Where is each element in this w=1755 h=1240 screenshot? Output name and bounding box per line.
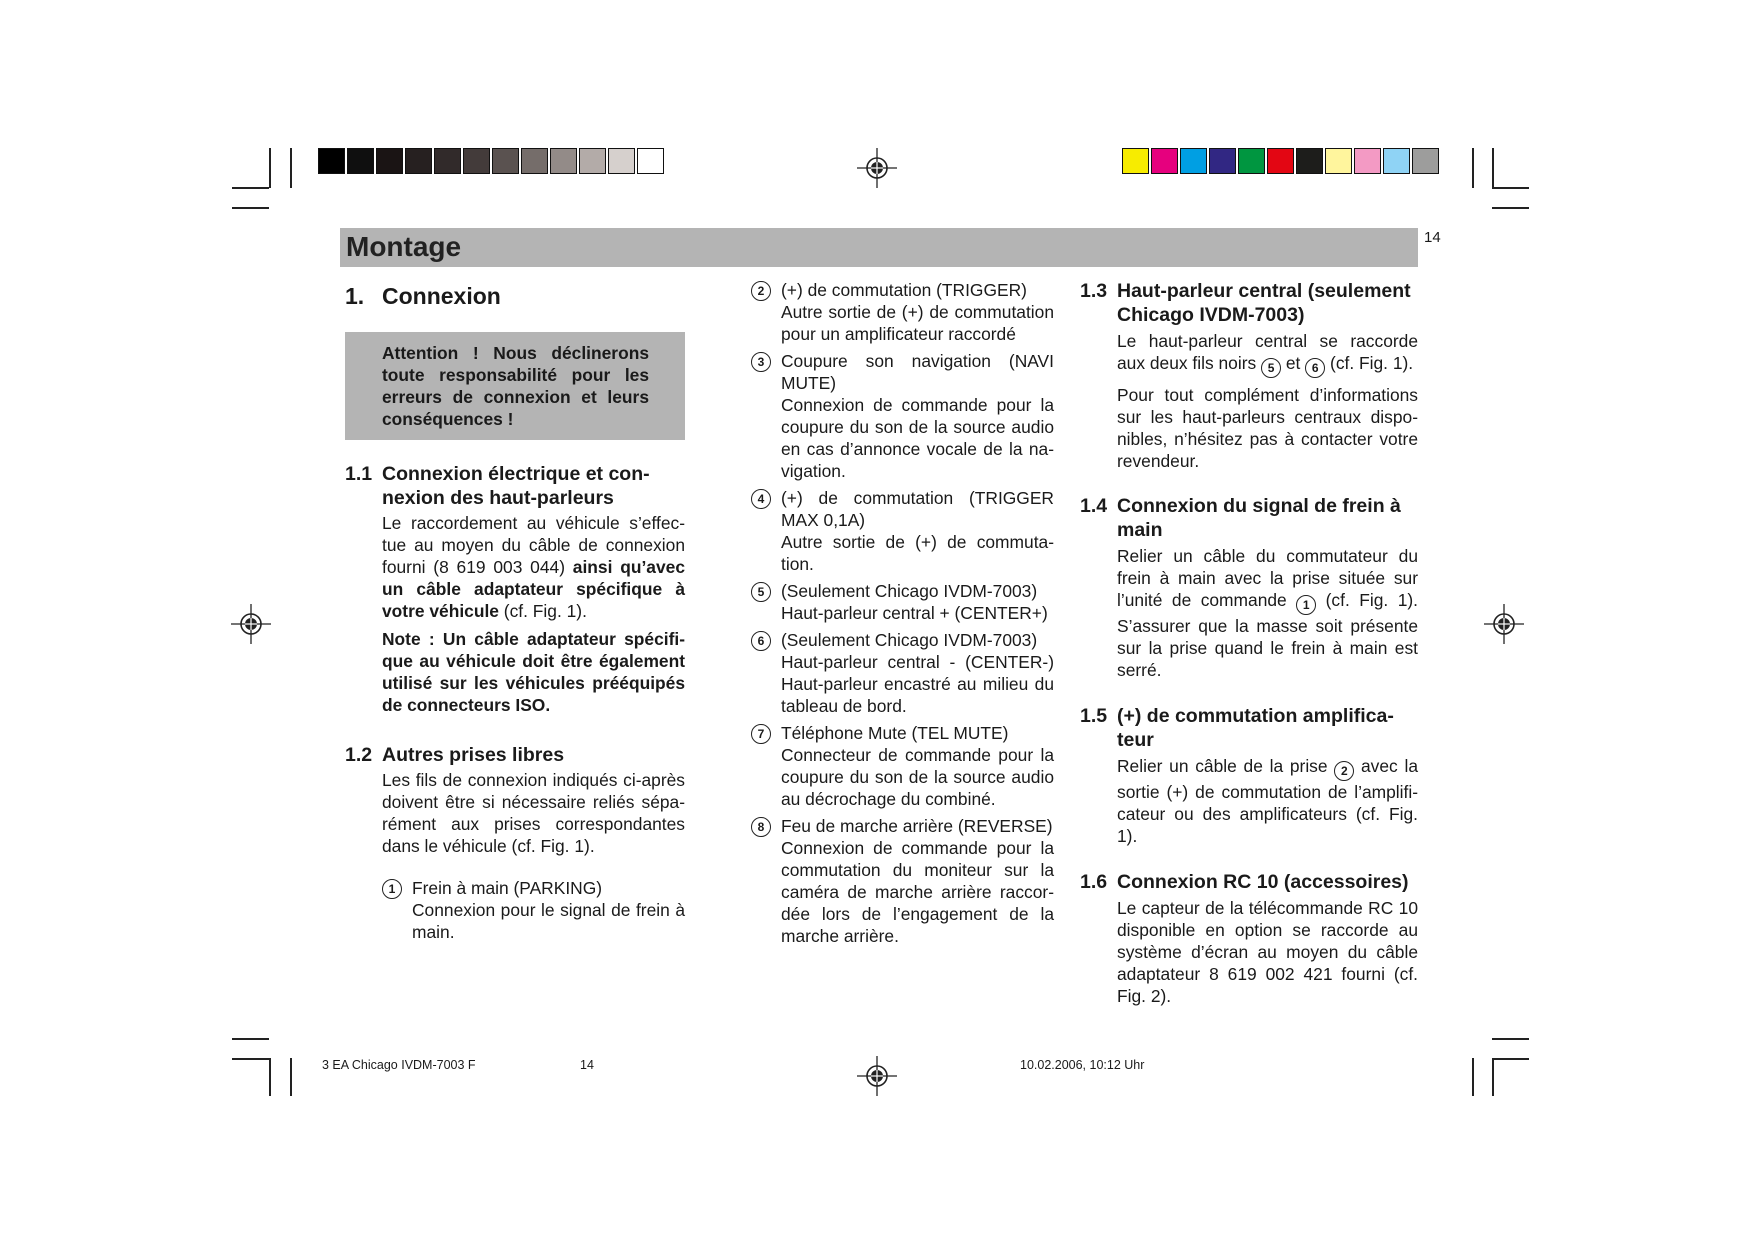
item-title: (+) de commutation (TRIGGER MAX 0,1A)	[781, 488, 1054, 530]
color-swatch	[1267, 148, 1294, 174]
paragraph	[1117, 755, 1418, 847]
item-description: Connecteur de commande pour la coupure du son de la source audio au décrochage du combiné.	[781, 745, 1054, 809]
item-title: (+) de commutation (TRIGGER)	[781, 280, 1027, 300]
section-1-1-heading	[345, 462, 685, 510]
section-title: Connexion du signal de frein à main	[1117, 495, 1401, 541]
item-description: Haut-parleur central + (CENTER+)	[781, 603, 1048, 623]
color-swatch	[1354, 148, 1381, 174]
section-1-6-body	[1117, 897, 1418, 1007]
text: (cf. Fig. 1).	[498, 601, 587, 621]
registration-target-icon	[231, 604, 271, 644]
text: Relier un câble de la prise	[1117, 756, 1335, 776]
connector-item-5	[751, 580, 1054, 624]
connector-item-2	[751, 279, 1054, 345]
section-number: 1.5	[1080, 705, 1108, 727]
color-swatch	[1180, 148, 1207, 174]
section-1-3-body	[1117, 330, 1418, 472]
footer-page-number: 14	[580, 1058, 594, 1072]
connector-item-6	[751, 629, 1054, 717]
color-swatch	[347, 148, 374, 174]
page-title: Montage	[346, 231, 462, 262]
color-swatch	[405, 148, 432, 174]
color-swatch	[550, 148, 577, 174]
section-title: (+) de commutation amplifica-teur	[1117, 705, 1394, 751]
connector-list	[382, 877, 685, 943]
color-swatch	[1412, 148, 1439, 174]
color-calibration-strip	[1122, 148, 1441, 174]
section-number: 1.1	[345, 463, 373, 485]
item-text	[781, 580, 1054, 624]
section-1-5-heading	[1080, 704, 1418, 752]
connector-item-7	[751, 722, 1054, 810]
section-number: 1.2	[345, 744, 373, 766]
paragraph: Pour tout complément d’informations sur les haut-parleurs centraux dispo-nibles, n’hésitez pas à contacter votre revendeur.	[1117, 385, 1418, 471]
color-swatch	[1325, 148, 1352, 174]
section-number: 1.6	[1080, 871, 1108, 893]
paragraph: Le capteur de la télécommande RC 10 disponible en option se raccorde au système d’écran au moyen du câble adaptateur 8 619 002 421 fourni (cf. Fig. 2).	[1117, 898, 1418, 1006]
color-swatch	[1296, 148, 1323, 174]
item-text	[781, 815, 1054, 947]
color-swatch	[579, 148, 606, 174]
item-description: Autre sortie de (+) de commutation pour un amplificateur raccordé	[781, 302, 1054, 344]
color-swatch	[521, 148, 548, 174]
circled-number-icon: 7	[751, 724, 771, 744]
section-title: Haut-parleur central (seulement Chicago IVDM-7003)	[1117, 280, 1411, 326]
color-swatch	[492, 148, 519, 174]
item-text	[781, 350, 1054, 482]
section-title: Autres prises libres	[382, 744, 565, 766]
text: et	[1281, 353, 1306, 373]
item-description: Connexion de commande pour la commutation du moniteur sur la caméra de marche arrière raccor-dée lors de l’engagement de la marche arrière.	[781, 838, 1054, 946]
column-left	[345, 278, 685, 948]
connector-item-4	[751, 487, 1054, 575]
item-text	[781, 279, 1054, 345]
section-1-4-body	[1117, 545, 1418, 681]
item-description: Connexion de commande pour la coupure du son de la source audio en cas d’annonce vocale de la na-vigation.	[781, 395, 1054, 481]
paragraph	[1117, 330, 1418, 378]
item-text	[412, 877, 685, 943]
item-title: Feu de marche arrière (REVERSE)	[781, 816, 1053, 836]
circled-number-icon: 2	[1334, 761, 1354, 781]
section-title: Connexion RC 10 (accessoires)	[1117, 871, 1409, 893]
bold-text: ainsi qu’avec un câble adaptateur spécifique à votre véhicule	[382, 557, 685, 621]
item-title: (Seulement Chicago IVDM-7003)	[781, 581, 1038, 601]
footer-timestamp: 10.02.2006, 10:12 Uhr	[1020, 1058, 1145, 1072]
color-swatch	[318, 148, 345, 174]
section-number: 1.4	[1080, 495, 1108, 517]
item-text	[781, 487, 1054, 575]
item-title: Frein à main (PARKING)	[412, 878, 603, 898]
footer-document-id: 3 EA Chicago IVDM-7003 F	[322, 1058, 476, 1072]
paragraph: Les fils de connexion indiqués ci-après doivent être si nécessaire reliés sépa-rément aux prises correspondantes dans le véhicule (cf. Fig. 1).	[382, 770, 685, 856]
item-description: Autre sortie de (+) de commuta-tion.	[781, 532, 1054, 574]
circled-number-icon: 6	[1305, 358, 1325, 378]
column-right	[1080, 279, 1418, 1007]
connector-list	[751, 279, 1054, 947]
connector-item-8	[751, 815, 1054, 947]
item-description: Haut-parleur central - (CENTER-) Haut-parleur encastré au milieu du tableau de bord.	[781, 652, 1054, 716]
color-swatch	[434, 148, 461, 174]
item-text	[781, 722, 1054, 810]
circled-number-icon: 3	[751, 352, 771, 372]
color-swatch	[608, 148, 635, 174]
column-middle	[751, 279, 1054, 952]
connector-item-1	[382, 877, 685, 943]
circled-number-icon: 5	[751, 582, 771, 602]
page-number: 14	[1424, 229, 1441, 246]
circled-number-icon: 1	[382, 879, 402, 899]
chapter-title: Connexion	[382, 283, 501, 309]
section-1-6-heading	[1080, 870, 1418, 894]
chapter-heading	[345, 282, 685, 310]
circled-number-icon: 6	[751, 631, 771, 651]
registration-target-icon	[1484, 604, 1524, 644]
text: avec la sortie (+) de commutation de l’amplifi-cateur ou des amplificateurs (cf. Fig. 1).	[1117, 756, 1419, 846]
grayscale-calibration-strip	[318, 148, 666, 174]
section-1-5-body	[1117, 755, 1418, 847]
circled-number-icon: 1	[1296, 595, 1316, 615]
registration-target-icon	[857, 1056, 897, 1096]
color-swatch	[637, 148, 664, 174]
paragraph	[382, 512, 685, 622]
item-title: (Seulement Chicago IVDM-7003)	[781, 630, 1038, 650]
color-swatch	[1238, 148, 1265, 174]
item-text	[781, 629, 1054, 717]
text: (cf. Fig. 1).	[1325, 353, 1414, 373]
color-swatch	[1209, 148, 1236, 174]
section-title: Connexion électrique et con-nexion des haut-parleurs	[382, 463, 650, 509]
item-title: Téléphone Mute (TEL MUTE)	[781, 723, 1009, 743]
attention-box: Attention ! Nous déclinerons toute responsabilité pour les erreurs de connexion et leurs conséquences !	[345, 332, 685, 440]
section-banner	[340, 228, 1418, 267]
text: (cf. Fig. 1). S’assurer que la masse soit présente sur la prise quand le frein à main est serré.	[1117, 590, 1418, 680]
section-1-2-heading	[345, 743, 685, 767]
color-swatch	[1122, 148, 1149, 174]
color-swatch	[463, 148, 490, 174]
circled-number-icon: 8	[751, 817, 771, 837]
section-1-4-heading	[1080, 494, 1418, 542]
registration-target-icon	[857, 148, 897, 188]
color-swatch	[376, 148, 403, 174]
text: Relier un câble du commutateur du frein à main avec la prise située sur l’unité de commande	[1117, 546, 1418, 610]
section-1-3-heading	[1080, 279, 1418, 327]
circled-number-icon: 4	[751, 489, 771, 509]
note-paragraph: Note : Un câble adaptateur spécifi-que au véhicule doit être également utilisé sur les véhicules prééquipés de connecteurs ISO.	[382, 629, 685, 715]
item-title: Coupure son navigation (NAVI MUTE)	[781, 351, 1054, 393]
circled-number-icon: 5	[1261, 358, 1281, 378]
item-description: Connexion pour le signal de frein à main.	[412, 900, 685, 942]
section-1-2-body	[382, 769, 685, 857]
section-1-1-body	[382, 512, 685, 716]
chapter-number: 1.	[345, 283, 365, 309]
text: Le haut-parleur central se raccorde aux deux fils noirs	[1117, 331, 1418, 373]
connector-item-3	[751, 350, 1054, 482]
paragraph	[1117, 545, 1418, 681]
text: Le raccordement au véhicule s’effec-tue au moyen du câble de connexion fourni (8 619 003 044)	[382, 513, 685, 577]
color-swatch	[1151, 148, 1178, 174]
circled-number-icon: 2	[751, 281, 771, 301]
color-swatch	[1383, 148, 1410, 174]
section-number: 1.3	[1080, 280, 1108, 302]
